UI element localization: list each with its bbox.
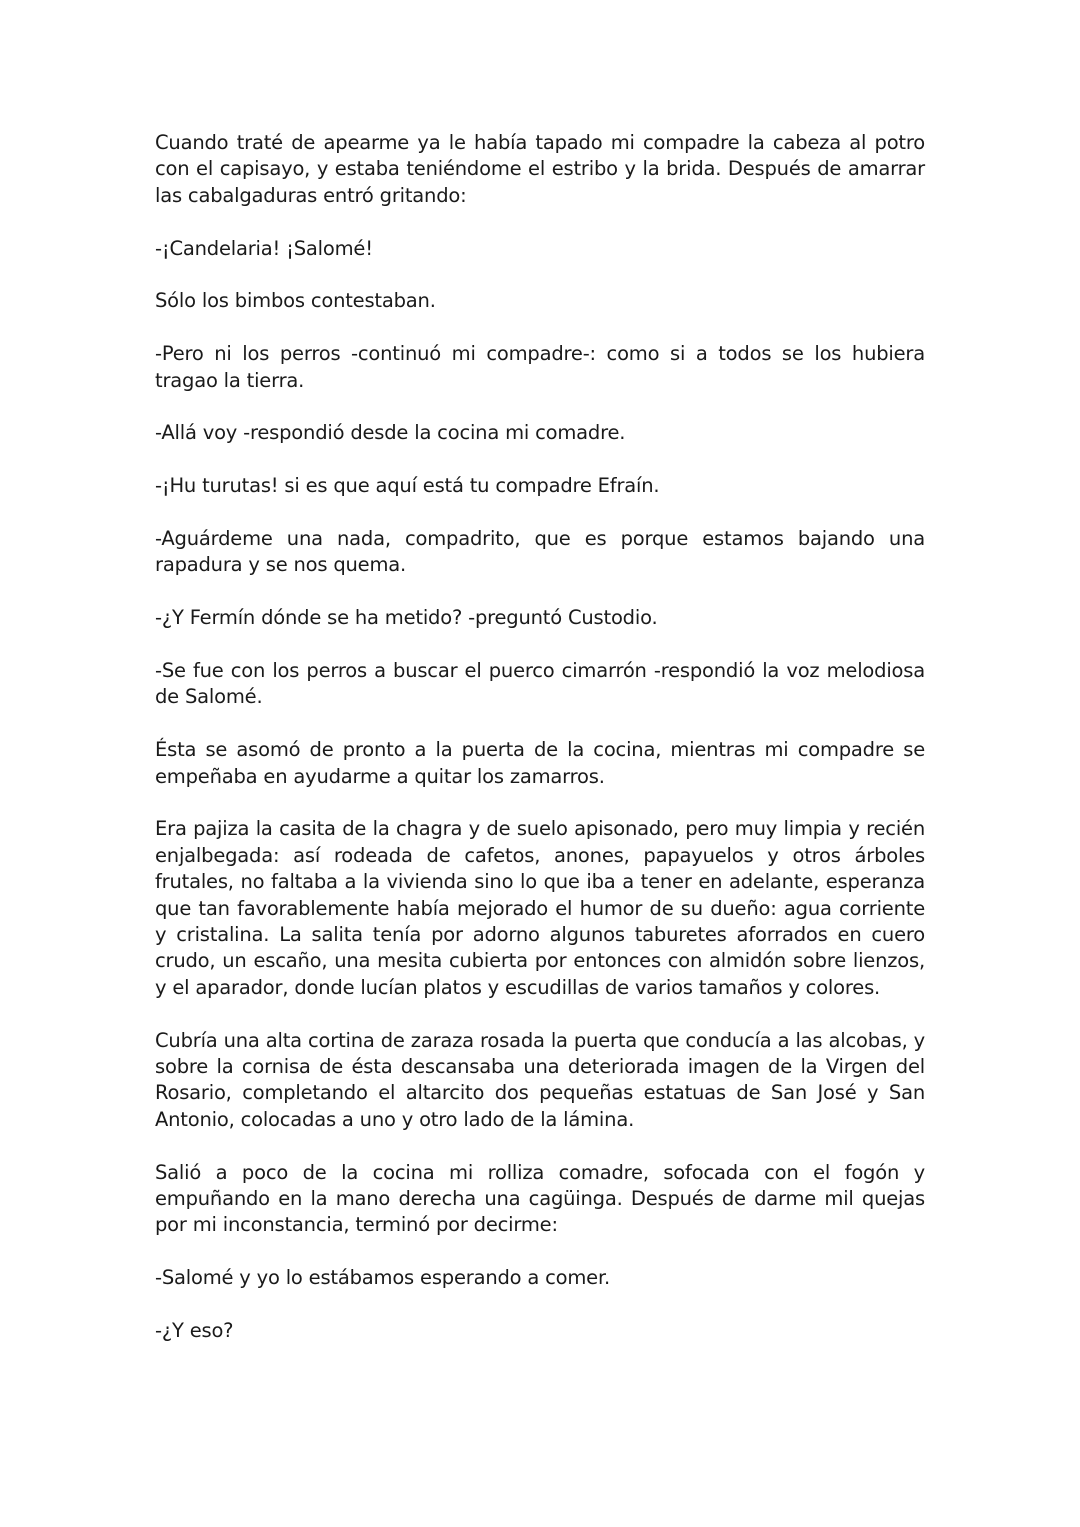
paragraph-dialogue-turutas: -¡Hu turutas! si es que aquí está tu compadre Efraín. [155, 474, 660, 498]
paragraph-dialogue-fermin: -¿Y Fermín dónde se ha metido? -preguntó Custodio. [155, 606, 658, 630]
paragraph-narration-comadre: Salió a poco de la cocina mi rolliza comadre, sofocada con el fogón y empuñando en la mano derecha una cagüinga. Después de darme mil quejas por mi inconstancia, terminó por decirme: [155, 1160, 925, 1237]
paragraph-narration-asomo: Ésta se asomó de pronto a la puerta de la cocina, mientras mi compadre se empeñaba en ayudarme a quitar los zamarros. [155, 738, 925, 788]
document-page [155, 130, 925, 1371]
paragraph-dialogue-call: -¡Candelaria! ¡Salomé! [155, 236, 373, 260]
paragraph-dialogue-cimarron: -Se fue con los perros a buscar el puerco cimarrón -respondió la voz melodiosa de Salomé. [155, 659, 925, 709]
paragraph-narration-bimbos: Sólo los bimbos contestaban. [155, 289, 436, 313]
paragraph-dialogue-y-eso: -¿Y eso? [155, 1319, 234, 1343]
paragraph-description-cortina: Cubría una alta cortina de zaraza rosada la puerta que conducía a las alcobas, y sobre la cornisa de ésta descansaba una deteriorada imagen de la Virgen del Rosario, completando el altarcito dos pequeñas estatuas de San José y San Antonio, colocadas a uno y otro lado de la lámina. [155, 1028, 925, 1131]
paragraph-dialogue-alla-voy: -Allá voy -respondió desde la cocina mi comadre. [155, 421, 626, 445]
paragraph-dialogue-perros: -Pero ni los perros -continuó mi compadre-: como si a todos se los hubiera tragao la tierra. [155, 342, 925, 392]
paragraph-dialogue-esperando: -Salomé y yo lo estábamos esperando a comer. [155, 1266, 611, 1290]
paragraph-description-casita: Era pajiza la casita de la chagra y de suelo apisonado, pero muy limpia y recién enjalbegada: así rodeada de cafetos, anones, papayuelos y otros árboles frutales, no faltaba a la vivienda sino lo que iba a tener en adelante, esperanza que tan favorablemente había mejorado el humor de su dueño: agua corriente y cristalina. La salita tenía por adorno algunos taburetes aforrados en cuero crudo, un escaño, una mesita cubierta por entonces con almidón sobre lienzos, y el aparador, donde lucían platos y escudillas de varios tamaños y colores. [155, 817, 925, 999]
paragraph-dialogue-aguardeme: -Aguárdeme una nada, compadrito, que es porque estamos bajando una rapadura y se nos quema. [155, 527, 925, 577]
paragraph-narration-dismount: Cuando traté de apearme ya le había tapado mi compadre la cabeza al potro con el capisayo, y estaba teniéndome el estribo y la brida. Después de amarrar las cabalgaduras entró gritando: [155, 131, 925, 207]
